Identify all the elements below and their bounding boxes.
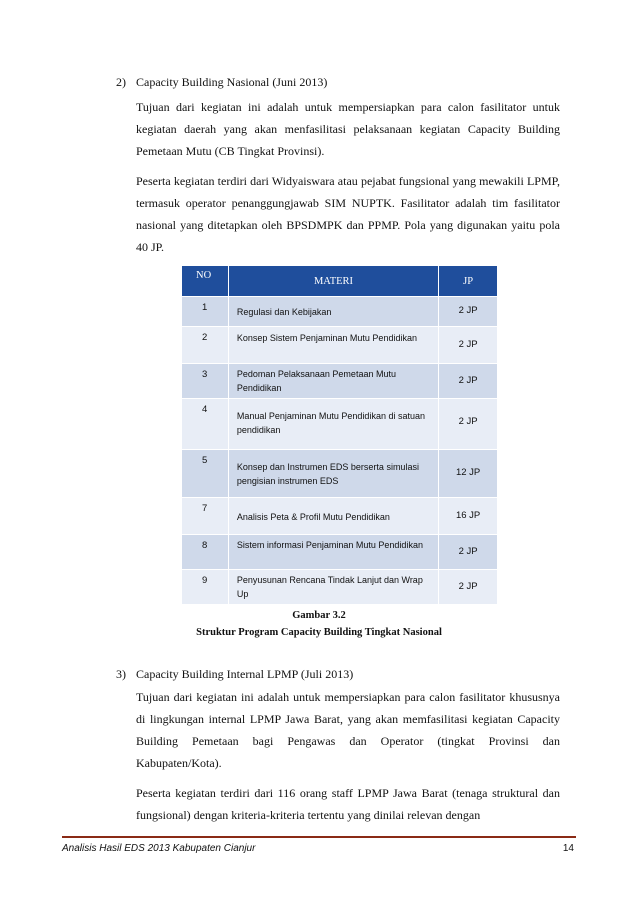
cell-no: 2 [182, 327, 229, 363]
section-2-heading [116, 74, 327, 90]
cell-no: 4 [182, 399, 229, 449]
table-row [182, 364, 497, 399]
cell-materi: Analisis Peta & Profil Mutu Pendidikan [229, 498, 439, 534]
table-row [182, 399, 497, 450]
cell-jp: 12 JP [455, 467, 481, 478]
figure-caption: Struktur Program Capacity Building Tingkat Nasional [196, 627, 442, 638]
cell-materi: Regulasi dan Kebijakan [229, 297, 439, 326]
cell-materi: Pedoman Pelaksanaan Pemetaan Mutu Pendidikan [229, 364, 439, 398]
section-3-title: Capacity Building Internal LPMP (Juli 2013) [136, 667, 354, 681]
section-3-paragraph-2: Peserta kegiatan terdiri dari 116 orang staff LPMP Jawa Barat (tenaga struktural dan fungsional) dengan kriteria-kriteria tertentu yang dinilai relevan dengan [136, 786, 560, 822]
cell-jp: 16 JP [455, 510, 481, 521]
cell-jp: 2 JP [458, 305, 478, 316]
section-3-paragraph-1: Tujuan dari kegiatan ini adalah untuk mempersiapkan para calon fasilitator khususnya di lingkungan internal LPMP Jawa Barat, yang akan memfasilitasi kegiatan Capacity Building Pemetaan bagi Pengawas dan Operator (tingkat Provinsi dan Kabupaten/Kota). [136, 690, 560, 770]
header-no: NO [182, 266, 229, 296]
cell-materi: Konsep Sistem Penjaminan Mutu Pendidikan [229, 327, 439, 363]
cell-materi: Manual Penjaminan Mutu Pendidikan di satuan pendidikan [229, 399, 439, 449]
cell-jp: 2 JP [458, 375, 478, 386]
table-row [182, 327, 497, 364]
section-2-number: 2) [116, 75, 126, 89]
cell-jp: 2 JP [458, 546, 478, 557]
table-row [182, 297, 497, 327]
figure-label: Gambar 3.2 [292, 610, 346, 621]
cell-no: 8 [182, 535, 229, 569]
table-row [182, 450, 497, 498]
cell-materi: Penyusunan Rencana Tindak Lanjut dan Wrap Up [229, 570, 439, 604]
section-3-number: 3) [116, 667, 126, 681]
table-row [182, 570, 497, 605]
footer-page-number: 14 [562, 843, 574, 854]
section-2-paragraph-2: Peserta kegiatan terdiri dari Widyaiswara atau pejabat fungsional yang mewakili LPMP, termasuk operator penanggungjawab SIM NUPTK. Fasilitator adalah tim fasilitator nasional yang ditetapkan oleh BPSDMPK dan PPMP. Pola yang digunakan yaitu pola 40 JP. [136, 174, 560, 254]
cell-no: 3 [182, 364, 229, 398]
footer-document-title: Analisis Hasil EDS 2013 Kabupaten Cianjur [62, 843, 256, 854]
section-2-paragraph-1: Tujuan dari kegiatan ini adalah untuk mempersiapkan para calon fasilitator untuk kegiatan daerah yang akan menfasilitasi pelaksanaan kegiatan Capacity Building Pemetaan Mutu (CB Tingkat Provinsi). [136, 100, 560, 158]
cell-no: 9 [182, 570, 229, 604]
footer-divider [62, 836, 576, 838]
cell-materi: Konsep dan Instrumen EDS berserta simulasi pengisian instrumen EDS [229, 450, 439, 497]
header-materi: MATERI [229, 266, 439, 296]
cell-jp: 2 JP [458, 581, 478, 592]
cell-materi: Sistem informasi Penjaminan Mutu Pendidikan [229, 535, 439, 569]
section-2-title: Capacity Building Nasional (Juni 2013) [136, 75, 328, 89]
cell-jp: 2 JP [458, 339, 478, 350]
cell-jp: 2 JP [458, 416, 478, 427]
table-row [182, 498, 497, 535]
table-header [182, 266, 497, 297]
table-row [182, 535, 497, 570]
header-jp: JP [463, 276, 474, 287]
materi-table [182, 266, 497, 605]
cell-no: 5 [182, 450, 229, 497]
cell-no: 1 [182, 297, 229, 326]
cell-no: 7 [182, 498, 229, 534]
section-3-heading [116, 666, 353, 682]
